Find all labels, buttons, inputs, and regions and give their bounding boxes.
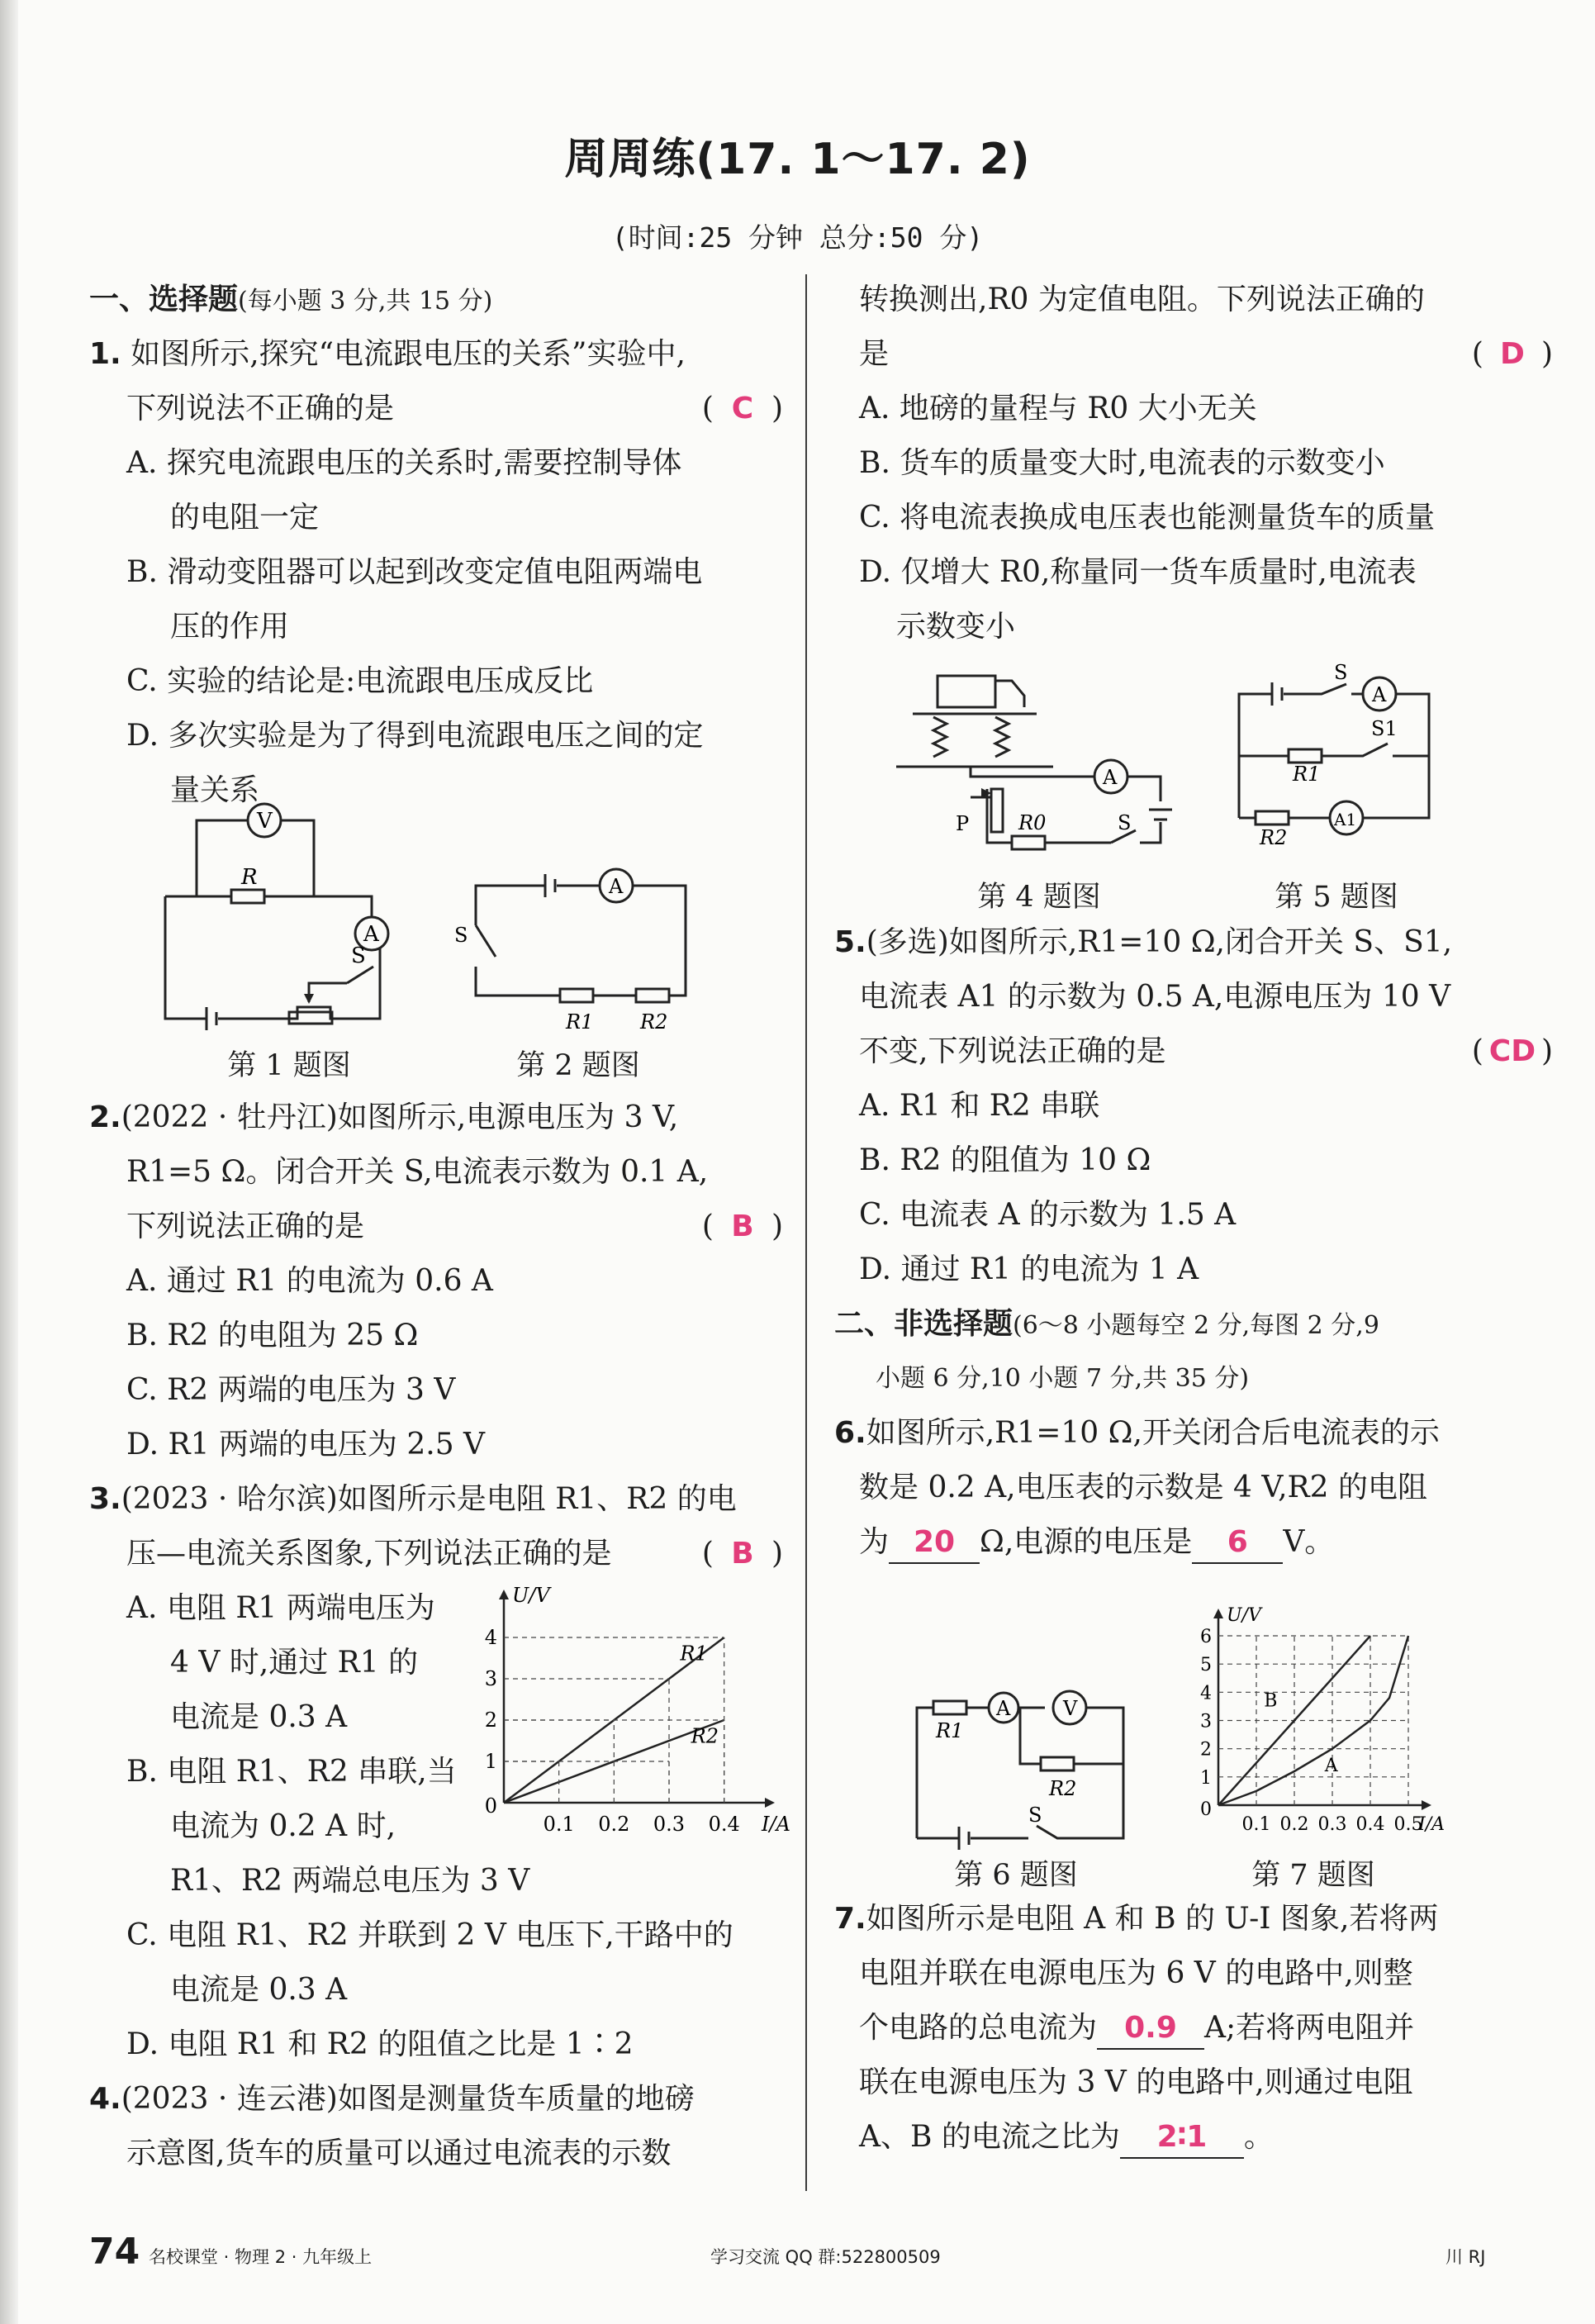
question-6: 6.如图所示,R1=10 Ω,开关闭合后电流表的示 数是 0.2 A,电压表的示数是 4 V,R2 的电阻 为 20 Ω,电源的电压是 6 V。 <box>859 1406 1553 1570</box>
figure-6-caption: 第 6 题图 <box>954 1859 1078 1892</box>
fig2-ammeter-label: A <box>609 875 624 898</box>
series-label-R2: R2 <box>691 1724 719 1748</box>
series-label-A: A <box>1324 1756 1338 1776</box>
x-axis-arrow <box>765 1798 775 1808</box>
x-axis-label: I/A <box>1418 1814 1445 1835</box>
x-tick-label: 0.3 <box>1317 1814 1347 1835</box>
section2-heading: 二、非选择题(6～8 小题每空 2 分,每图 2 分,9 小题 6 分,10 小题 7 分,共 35 分) <box>834 1307 1379 1393</box>
question-2: 2.(2022 · 牡丹江)如图所示,电源电压为 3 V, R1=5 Ω。闭合开关 S,电流表示数为 0.1 A, 下列说法正确的是 ( B ) A. 通过 R1 的电流为 0.6 A B. R2 的电阻为 25 Ω C. R2 两端的电压为 3 V D. R1 两端的电压为 2.5 V <box>89 1100 783 1461</box>
y-tick-label: 1 <box>1200 1767 1212 1789</box>
question-4-start: 4.(2023 · 连云港)如图是测量货车质量的地磅 示意图,货车的质量可以通过电流表的示数 <box>89 2082 695 2170</box>
fig6-r1-label: R1 <box>936 1719 964 1742</box>
x-axis-arrow <box>1422 1800 1431 1810</box>
section1-heading: 一、选择题(每小题 3 分,共 15 分) <box>89 283 493 316</box>
figure-4-weighbridge <box>888 661 1185 867</box>
fig2-s-label: S <box>454 924 468 947</box>
fig1-voltmeter-label: V <box>257 809 273 834</box>
q5-answer: ( CD ) <box>1471 1034 1553 1068</box>
y-tick-label: 1 <box>484 1750 497 1773</box>
q3-answer: ( B ) <box>701 1537 783 1571</box>
y-axis-arrow <box>1213 1609 1223 1618</box>
y-tick-label: 3 <box>1200 1711 1212 1732</box>
footer-qq-group: 学习交流 QQ 群:522800509 <box>710 2247 941 2267</box>
y-tick-label: 4 <box>1200 1683 1212 1704</box>
q1-answer: ( C ) <box>701 392 783 425</box>
figure-4-caption: 第 4 题图 <box>977 881 1101 914</box>
x-tick-label: 0.1 <box>1241 1814 1271 1835</box>
x-tick-label: 0.4 <box>708 1813 740 1836</box>
series-label-B: B <box>1264 1690 1278 1712</box>
figure-3-chart <box>471 1580 790 1844</box>
fig1-s-label: S <box>351 943 366 968</box>
fig4-ammeter-label: A <box>1103 766 1118 789</box>
question-4-cont: 转换测出,R0 为定值电阻。下列说法正确的 是 ( D ) A. 地磅的量程与 R0 大小无关 B. 货车的质量变大时,电流表的示数变小 C. 将电流表换成电压表也能测量货车的质量 D. 仅增大 R0,称量同一货车质量时,电流表 示数变小 <box>859 283 1553 644</box>
page-subtitle: (时间:25 分钟 总分:50 分) <box>611 221 984 254</box>
fig4-s-label: S <box>1118 811 1132 834</box>
fig5-ammeter1-label: A1 <box>1334 810 1357 829</box>
question-5: 5.(多选)如图所示,R1=10 Ω,闭合开关 S、S1, 电流表 A1 的示数为 0.5 A,电源电压为 10 V 不变,下列说法正确的是 ( CD ) A. R1 和 R2 串联 B. R2 的阻值为 10 Ω C. 电流表 A 的示数为 1.5 A D. 通过 R1 的电流为 1 A <box>834 925 1553 1286</box>
question-7: 7.如图所示是电阻 A 和 B 的 U-I 图象,若将两 电阻并联在电源电压为 6 V 的电路中,则整 个电路的总电流为 0.9 A;若将两电阻并 联在电源电压为 3 V 的电路中,则通过电阻 A、B 的电流之比为 2∶1 。 <box>859 1892 1553 2165</box>
q7-blank-2: 2∶1 <box>1120 2117 1244 2159</box>
y-tick-label: 4 <box>484 1626 497 1649</box>
x-axis-label: I/A <box>762 1813 790 1836</box>
figure-2-circuit <box>446 859 710 1041</box>
series-label-R1: R1 <box>680 1642 708 1666</box>
figure-5-circuit <box>1231 661 1454 859</box>
fig1-r-label: R <box>241 865 258 890</box>
fig2-r2-label: R2 <box>640 1010 668 1034</box>
x-tick-label: 0.2 <box>1279 1814 1309 1835</box>
figure-7-chart <box>1173 1599 1445 1846</box>
figure-7-caption: 第 7 题图 <box>1251 1859 1375 1892</box>
fig5-ammeter-label: A <box>1372 683 1387 706</box>
fig1-ammeter-label: A <box>363 922 379 947</box>
fig6-voltmeter-label: V <box>1063 1697 1078 1720</box>
y-axis-label: U/V <box>1227 1605 1261 1626</box>
fig5-r1-label: R1 <box>1293 763 1321 786</box>
y-axis-label: U/V <box>512 1584 550 1607</box>
y-tick-label: 5 <box>1200 1655 1212 1676</box>
origin-label: 0 <box>1200 1799 1212 1820</box>
page-number: 74 <box>89 2231 140 2273</box>
page-title: 周周练(17. 1～17. 2) <box>564 135 1031 184</box>
y-axis-arrow <box>499 1590 509 1599</box>
footer-edition-code: 川 RJ <box>1445 2247 1486 2267</box>
figure-5-caption: 第 5 题图 <box>1275 881 1398 914</box>
fig5-r2-label: R2 <box>1260 826 1288 849</box>
x-tick-label: 0.5 <box>1393 1814 1423 1835</box>
q2-answer: ( B ) <box>701 1210 783 1243</box>
y-tick-label: 3 <box>484 1667 497 1690</box>
x-tick-label: 0.3 <box>653 1813 686 1836</box>
x-tick-label: 0.2 <box>598 1813 630 1836</box>
figure-6-circuit <box>913 1681 1152 1846</box>
y-tick-label: 6 <box>1200 1627 1212 1647</box>
column-divider <box>805 274 807 2191</box>
fig2-r1-label: R1 <box>566 1010 594 1034</box>
fig4-p-label: P <box>956 812 970 835</box>
y-tick-label: 2 <box>1200 1739 1212 1761</box>
y-tick-label: 2 <box>484 1709 497 1732</box>
q6-blank-2: 6 <box>1192 1523 1283 1564</box>
question-3: 3.(2023 · 哈尔滨)如图所示是电阻 R1、R2 的电 压—电流关系图象,下列说法正确的是 ( B ) A. 电阻 R1 两端电压为 4 V 时,通过 R1 的 电流是 0.3 A B. 电阻 R1、R2 串联,当 电流为 0.2 A 时, R1、R2 两端总电压为 3 V C. 电阻 R1、R2 并联到 2 V 电压下,干路中的 电流是 0.3 A D. 电阻 R1 和 R2 的阻值之比是 1∶2 <box>89 1482 783 2061</box>
fig6-ammeter-label: A <box>996 1697 1011 1720</box>
question-1: 1. 如图所示,探究“电流跟电压的关系”实验中, 下列说法不正确的是 ( C ) A. 探究电流跟电压的关系时,需要控制导体 的电阻一定 B. 滑动变阻器可以起到改变定值电阻两端电 压的作用 C. 实验的结论是:电流跟电压成反比 D. 多次实验是为了得到电流跟电压之间的定 量关系 <box>89 337 783 807</box>
fig6-s-label: S <box>1028 1804 1042 1827</box>
q7-blank-1: 0.9 <box>1097 2008 1204 2050</box>
q4-answer: ( D ) <box>1471 337 1553 371</box>
left-column <box>89 273 783 2181</box>
page-edge <box>0 0 18 2324</box>
figure-1-circuit <box>165 806 413 1029</box>
fig4-r0-label: R0 <box>1018 811 1047 834</box>
footer-book-title: 名校课堂 · 物理 2 · 九年级上 <box>149 2247 373 2267</box>
x-tick-label: 0.1 <box>543 1813 575 1836</box>
x-tick-label: 0.4 <box>1355 1814 1385 1835</box>
figure-1-caption: 第 1 题图 <box>227 1049 351 1082</box>
q6-blank-1: 20 <box>889 1523 980 1564</box>
fig5-s-label: S <box>1334 661 1348 684</box>
figure-2-caption: 第 2 题图 <box>516 1049 640 1082</box>
fig6-r2-label: R2 <box>1049 1777 1077 1800</box>
fig5-s1-label: S1 <box>1371 717 1398 740</box>
origin-label: 0 <box>484 1794 497 1818</box>
